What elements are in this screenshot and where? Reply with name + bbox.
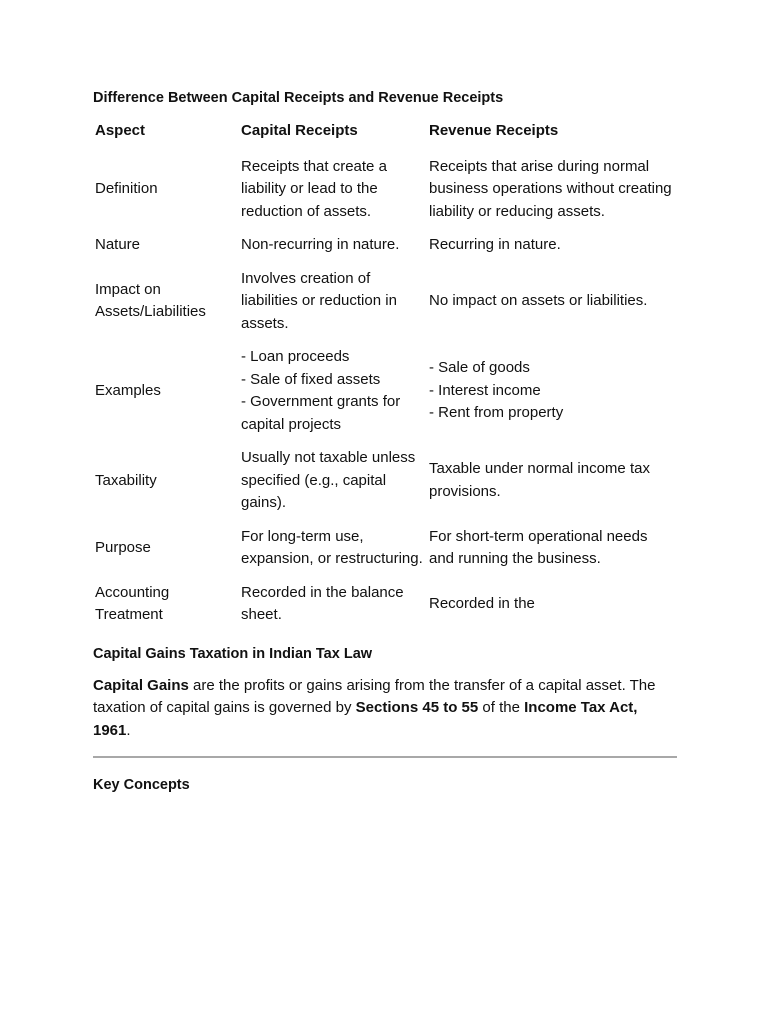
header-aspect: Aspect — [95, 122, 146, 139]
document-title: Difference Between Capital Receipts and Revenue Receipts — [93, 90, 504, 106]
revenue-line: No impact on assets or liabilities. — [429, 292, 648, 309]
document-page — [93, 87, 677, 806]
capital-receipts-cell — [238, 153, 426, 232]
revenue-line: Receipts that arise during normal business operations without creating liability or reducing assets. — [429, 157, 672, 220]
capital-line: Involves creation of liabilities or reduction in assets. — [241, 269, 397, 332]
paragraph-text-3: . — [126, 721, 131, 739]
capital-line: Recorded in the balance sheet. — [241, 583, 404, 623]
capital-receipts-cell — [238, 444, 426, 523]
aspect-cell: Examples — [95, 381, 161, 399]
revenue-receipts-cell — [426, 444, 676, 523]
capital-receipts-cell — [238, 579, 426, 635]
aspect-cell: Taxability — [95, 471, 157, 489]
header-capital-receipts: Capital Receipts — [241, 122, 358, 139]
horizontal-divider — [93, 756, 677, 758]
aspect-cell: Impact on Assets/Liabilities — [95, 280, 206, 321]
aspect-cell: Definition — [95, 180, 158, 197]
table-body — [92, 153, 676, 635]
section-heading: Capital Gains Taxation in Indian Tax Law — [93, 645, 373, 662]
aspect-cell: Nature — [95, 236, 141, 253]
aspect-cell: Accounting Treatment — [95, 583, 170, 623]
revenue-line: For short-term operational needs and running the business. — [429, 527, 648, 567]
term-income-tax-act: Income Tax Act, 1961 — [93, 699, 638, 739]
table-row — [92, 579, 676, 635]
capital-receipts-cell — [238, 265, 426, 344]
capital-receipts-cell — [238, 231, 426, 265]
revenue-line: - Sale of goods — [429, 359, 530, 377]
table-header-row — [92, 117, 676, 153]
comparison-table — [92, 117, 676, 635]
revenue-line: Recurring in nature. — [429, 236, 561, 253]
capital-receipts-cell — [238, 523, 426, 579]
revenue-line: - Interest income — [429, 381, 541, 399]
capital-line: Usually not taxable unless specified (e.g., capital gains). — [241, 449, 416, 511]
revenue-receipts-cell — [426, 153, 676, 232]
revenue-receipts-cell — [426, 579, 676, 635]
revenue-receipts-cell — [426, 231, 676, 265]
term-sections: Sections 45 to 55 — [355, 699, 479, 716]
key-concepts-heading: Key Concepts — [93, 777, 190, 793]
term-capital-gains: Capital Gains — [93, 676, 189, 694]
capital-line: - Sale of fixed assets — [241, 370, 381, 388]
capital-line: - Loan proceeds — [241, 348, 350, 365]
revenue-line: Recorded in the — [429, 594, 535, 612]
capital-line: Receipts that create a liability or lead to the reduction of assets. — [241, 157, 387, 220]
paragraph-text-1: are the profits or gains arising from the transfer of a capital asset. The taxation of capital gains is governed by — [93, 676, 656, 716]
capital-line: Non-recurring in nature. — [241, 236, 400, 253]
revenue-receipts-cell — [426, 265, 676, 344]
revenue-receipts-cell — [426, 343, 676, 444]
table-row — [92, 153, 676, 232]
capital-line: - Government grants for capital projects — [241, 393, 401, 433]
revenue-receipts-cell — [426, 523, 676, 579]
revenue-line: Taxable under normal income tax provisions. — [429, 460, 650, 500]
capital-line: For long-term use, expansion, or restructuring. — [241, 527, 423, 567]
aspect-cell: Purpose — [95, 538, 151, 556]
paragraph-text-2: of the — [478, 699, 525, 716]
table-row — [92, 265, 676, 344]
header-revenue-receipts: Revenue Receipts — [429, 122, 559, 139]
revenue-line: - Rent from property — [429, 404, 564, 422]
capital-receipts-cell — [238, 343, 426, 444]
capital-gains-paragraph — [93, 675, 677, 743]
table-row — [92, 523, 676, 579]
table-row — [92, 343, 676, 444]
table-row — [92, 444, 676, 523]
table-row — [92, 231, 676, 265]
